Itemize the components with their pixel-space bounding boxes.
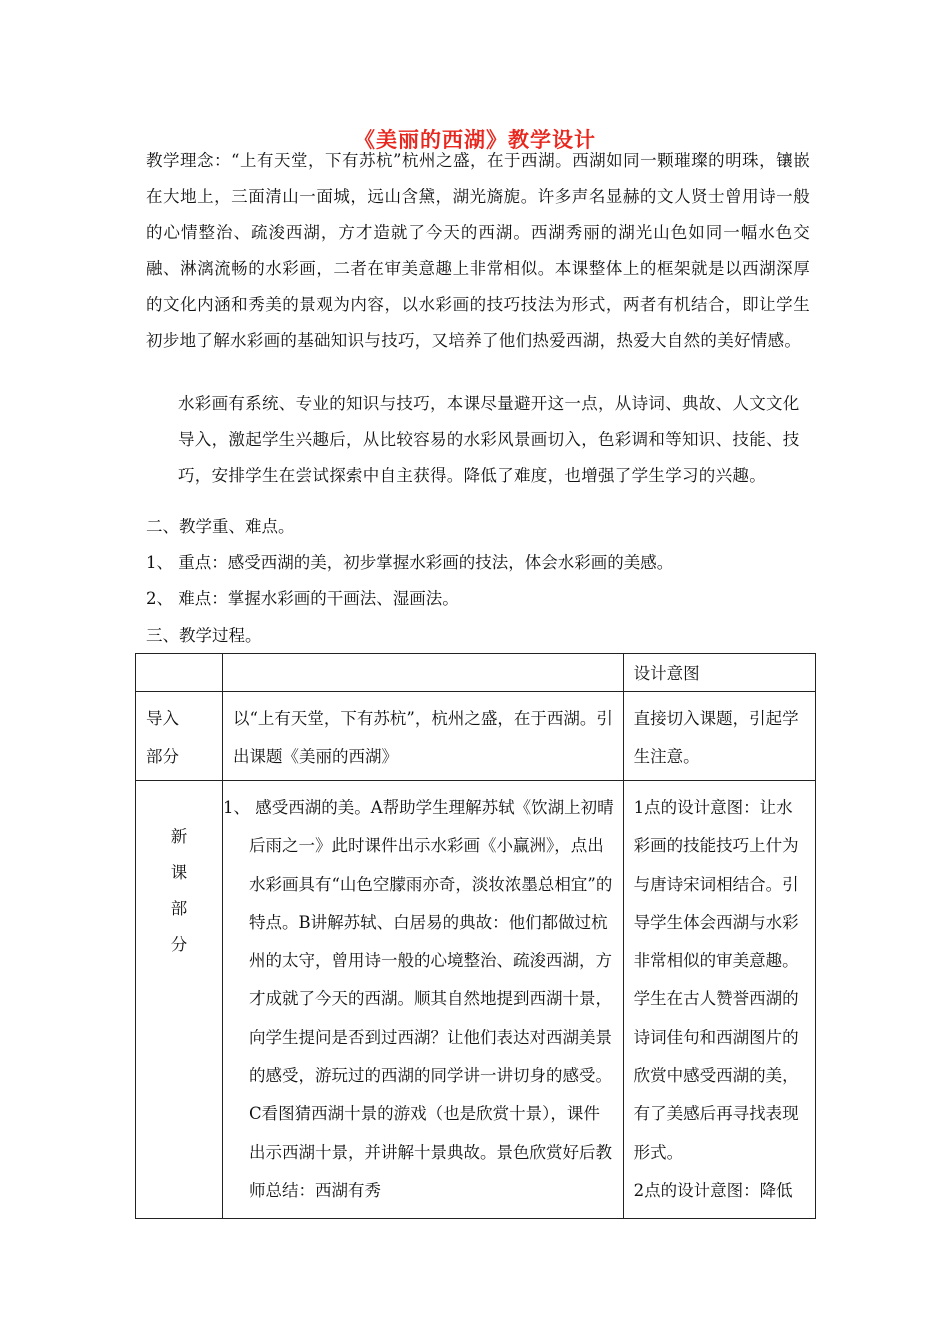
section-2-heading: 二、教学重、难点。 <box>146 517 295 536</box>
document-title: 《美丽的西湖》教学设计 <box>354 127 596 152</box>
table-row-new-lesson <box>136 781 816 1219</box>
new-lesson-intent-cell <box>623 781 815 1219</box>
header-cell-stage <box>136 654 223 692</box>
new-lesson-stage-label: 新 课 部 分 <box>170 827 188 954</box>
new-lesson-intent-2: 2点的设计意图：降低 <box>633 1180 793 1200</box>
table-header-row <box>136 654 816 692</box>
teaching-process-table <box>135 653 816 1219</box>
watercolor-note-paragraph: 水彩画有系统、专业的知识与技巧，本课尽量避开这一点，从诗词、典故、人文文化导入，激起学生兴趣后，从比较容易的水彩风景画切入，色彩调和等知识、技能、技巧，安排学生在尝试探索中自主获得。降低了难度，也增强了学生学习的兴趣。 <box>178 394 800 485</box>
teaching-philosophy-paragraph: 教学理念：“上有天堂，下有苏杭”杭州之盛，在于西湖。西湖如同一颗璀璨的明珠，镶嵌在大地上，三面清山一面城，远山含黛，湖光旖旎。许多声名显赫的文人贤士曾用诗一般的心情整治、疏浚西湖，方才造就了今天的西湖。西湖秀丽的湖光山色如同一幅水色交融、淋漓流畅的水彩画，二者在审美意趣上非常相似。本课整体上的框架就是以西湖深厚的文化内涵和秀美的景观为内容，以水彩画的技巧技法为形式，两者有机结合，即让学生初步地了解水彩画的基础知识与技巧，又培养了他们热爱西湖，热爱大自然的美好情感。 <box>146 151 810 350</box>
table-row-intro <box>136 692 816 781</box>
intro-content-cell: 以“上有天堂，下有苏杭”，杭州之盛，在于西湖。引出课题《美丽的西湖》 <box>223 692 624 781</box>
new-lesson-stage-cell <box>136 781 223 1219</box>
new-lesson-content: 1、 感受西湖的美。A帮助学生理解苏轼《饮湖上初晴后雨之一》此时课件出示水彩画《小赢洲》，点出水彩画具有“山色空朦雨亦奇，淡妆浓墨总相宜”的特点。B讲解苏轼、白居易的典故：他们都做过杭州的太守，曾用诗一般的心境整治、疏浚西湖，方才成就了今天的西湖。顺其自然地提到西湖十景，向学生提问是否到过西湖？让他们表达对西湖美景的感受，游玩过的西湖的同学讲一讲切身的感受。C看图猜西湖十景的游戏（也是欣赏十景），课件出示西湖十景，并讲解十景典故。景色欣赏好后教师总结：西湖有秀 <box>223 798 614 1200</box>
difficult-point-item: 2、 难点：掌握水彩画的干画法、湿画法。 <box>146 589 459 608</box>
header-cell-intent: 设计意图 <box>623 654 815 692</box>
intro-intent-cell: 直接切入课题，引起学生注意。 <box>623 692 815 781</box>
new-lesson-intent-1: 1点的设计意图：让水彩画的技能技巧上什为与唐诗宋词相结合。引导学生体会西湖与水彩非常相似的审美意趣。学生在古人赞誉西湖的诗词佳句和西湖图片的欣赏中感受西湖的美，有了美感后再寻找表现形式。 <box>633 798 799 1162</box>
intro-stage-cell: 导入部分 <box>136 692 223 781</box>
new-lesson-content-cell <box>223 781 624 1219</box>
header-cell-content <box>223 654 624 692</box>
key-point-item: 1、 重点：感受西湖的美，初步掌握水彩画的技法，体会水彩画的美感。 <box>146 553 674 572</box>
section-3-heading: 三、教学过程。 <box>146 626 262 645</box>
